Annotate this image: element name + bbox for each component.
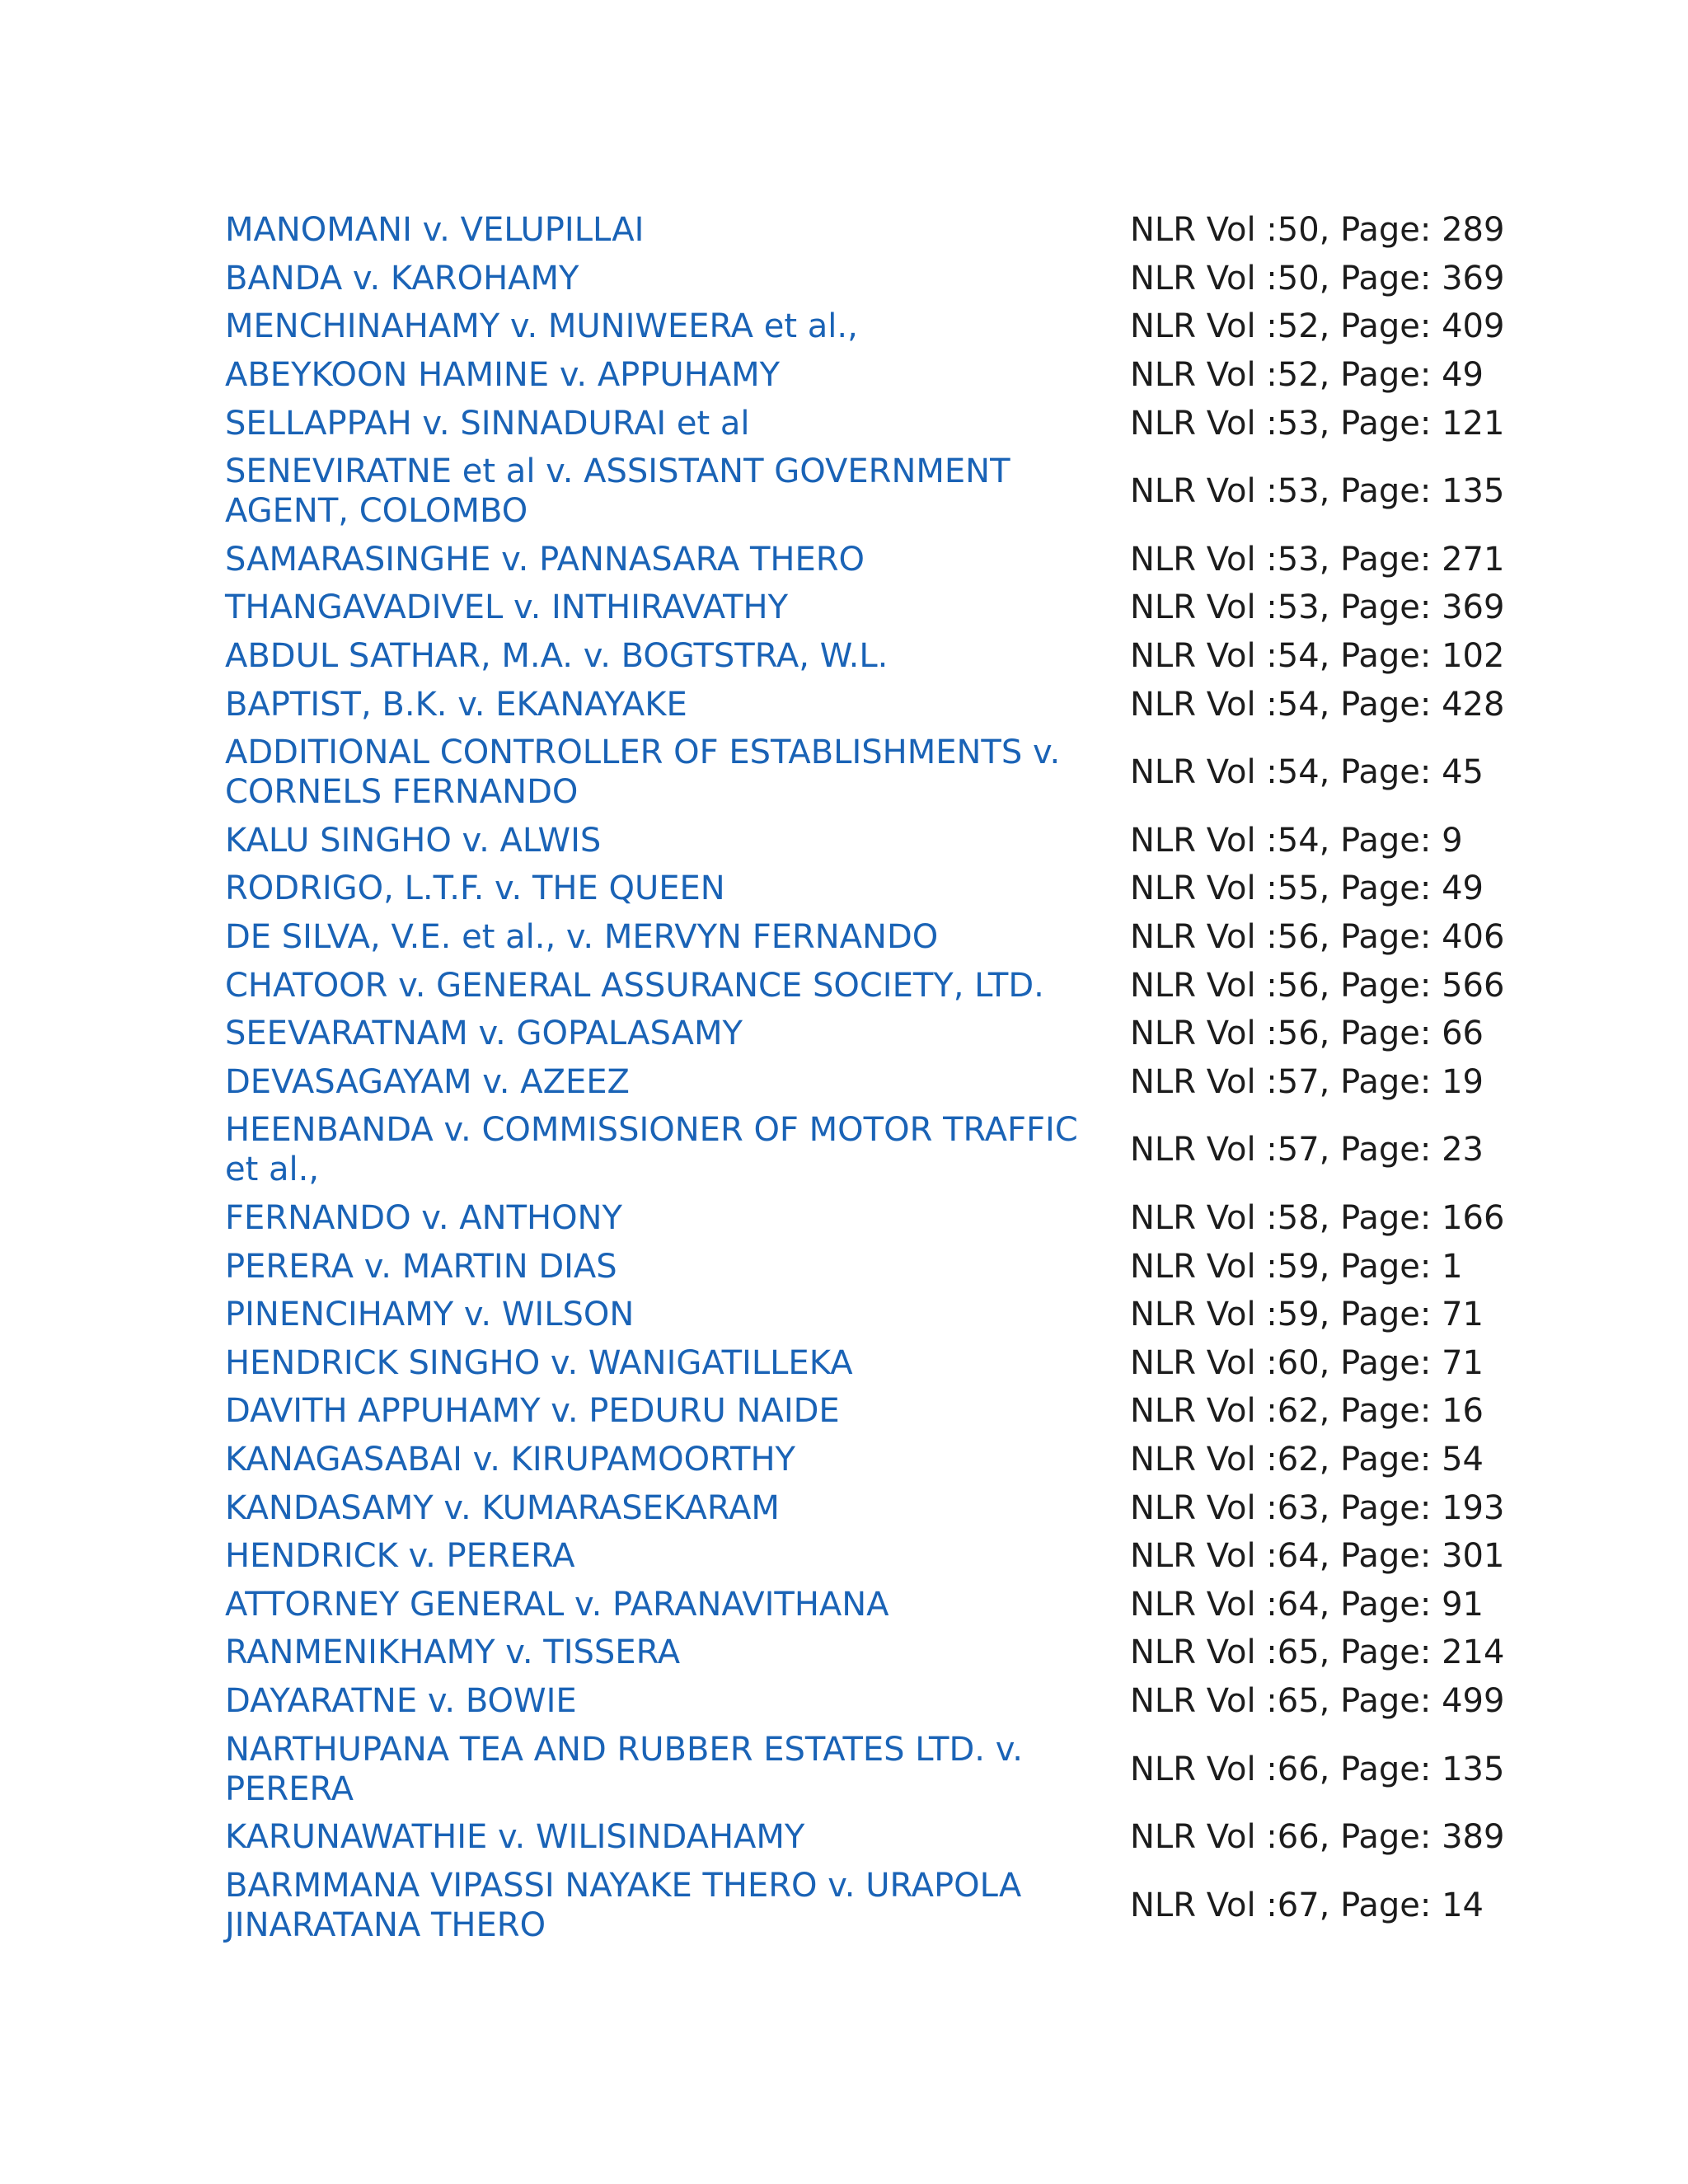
case-title-link[interactable]: RANMENIKHAMY v. TISSERA (225, 1633, 681, 1672)
case-row (225, 913, 1544, 962)
case-title-link[interactable]: SAMARASINGHE v. PANNASARA THERO (225, 540, 865, 579)
case-row (225, 1580, 1544, 1629)
case-title-link[interactable]: RODRIGO, L.T.F. v. THE QUEEN (225, 869, 725, 908)
case-citation: NLR Vol :59, Page: 71 (1130, 1296, 1484, 1334)
case-citation: NLR Vol :56, Page: 406 (1130, 918, 1505, 957)
case-title-link[interactable]: BARMMANA VIPASSI NAYAKE THERO v. URAPOLA JINARATANA THERO (225, 1866, 1022, 1944)
case-citation: NLR Vol :57, Page: 23 (1130, 1131, 1484, 1169)
case-citation: NLR Vol :55, Page: 49 (1130, 869, 1484, 908)
case-title-link[interactable]: ABEYKOON HAMINE v. APPUHAMY (225, 356, 781, 395)
case-title-link[interactable]: ADDITIONAL CONTROLLER OF ESTABLISHMENTS v. CORNELS FERNANDO (225, 733, 1061, 812)
case-title-link[interactable]: THANGAVADIVEL v. INTHIRAVATHY (225, 588, 789, 627)
case-row (225, 1194, 1544, 1243)
case-citation: NLR Vol :53, Page: 369 (1130, 588, 1505, 627)
case-title-link[interactable]: NARTHUPANA TEA AND RUBBER ESTATES LTD. v. PERERA (225, 1730, 1023, 1808)
case-row (225, 1106, 1544, 1194)
case-citation: NLR Vol :63, Page: 193 (1130, 1488, 1505, 1527)
case-citation: NLR Vol :66, Page: 389 (1130, 1818, 1505, 1857)
case-citation: NLR Vol :56, Page: 566 (1130, 966, 1505, 1005)
case-citation: NLR Vol :65, Page: 499 (1130, 1681, 1505, 1720)
case-row (225, 1010, 1544, 1058)
case-row (225, 448, 1544, 536)
case-citation: NLR Vol :57, Page: 19 (1130, 1062, 1484, 1101)
case-row (225, 1387, 1544, 1436)
case-title-link[interactable]: HEENBANDA v. COMMISSIONER OF MOTOR TRAFFIC et al., (225, 1111, 1078, 1189)
case-title-link[interactable]: DAYARATNE v. BOWIE (225, 1681, 577, 1720)
case-row (225, 1436, 1544, 1484)
case-citation: NLR Vol :53, Page: 121 (1130, 404, 1505, 443)
case-row (225, 1725, 1544, 1813)
case-citation: NLR Vol :67, Page: 14 (1130, 1886, 1484, 1924)
case-citation: NLR Vol :66, Page: 135 (1130, 1750, 1505, 1788)
case-citation: NLR Vol :62, Page: 54 (1130, 1440, 1484, 1479)
case-title-link[interactable]: DEVASAGAYAM v. AZEEZ (225, 1062, 630, 1101)
case-row (225, 680, 1544, 729)
case-citation: NLR Vol :52, Page: 409 (1130, 307, 1505, 346)
case-title-link[interactable]: PERERA v. MARTIN DIAS (225, 1247, 617, 1286)
case-row (225, 1813, 1544, 1862)
case-citation: NLR Vol :50, Page: 369 (1130, 259, 1505, 298)
case-row (225, 1058, 1544, 1107)
case-row (225, 1677, 1544, 1726)
case-title-link[interactable]: KANAGASABAI v. KIRUPAMOORTHY (225, 1440, 795, 1479)
case-citation: NLR Vol :62, Page: 16 (1130, 1392, 1484, 1431)
case-title-link[interactable]: ABDUL SATHAR, M.A. v. BOGTSTRA, W.L. (225, 637, 889, 676)
case-title-link[interactable]: KARUNAWATHIE v. WILISINDAHAMY (225, 1818, 805, 1857)
case-row (225, 1291, 1544, 1339)
case-citation: NLR Vol :65, Page: 214 (1130, 1633, 1505, 1672)
case-row (225, 1242, 1544, 1291)
case-citation: NLR Vol :52, Page: 49 (1130, 356, 1484, 395)
case-title-link[interactable]: FERNANDO v. ANTHONY (225, 1198, 622, 1237)
case-citation: NLR Vol :60, Page: 71 (1130, 1343, 1484, 1382)
case-citation: NLR Vol :54, Page: 9 (1130, 821, 1463, 860)
case-title-link[interactable]: ATTORNEY GENERAL v. PARANAVITHANA (225, 1585, 889, 1624)
case-row (225, 1861, 1544, 1949)
case-citation: NLR Vol :53, Page: 271 (1130, 540, 1505, 579)
case-citation: NLR Vol :56, Page: 66 (1130, 1015, 1484, 1053)
case-row (225, 1338, 1544, 1387)
case-title-link[interactable]: MANOMANI v. VELUPILLAI (225, 211, 645, 250)
case-row (225, 536, 1544, 584)
case-row (225, 865, 1544, 913)
case-title-link[interactable]: KALU SINGHO v. ALWIS (225, 821, 602, 860)
case-row (225, 583, 1544, 632)
case-index-list (225, 206, 1544, 1949)
case-citation: NLR Vol :53, Page: 135 (1130, 472, 1505, 511)
case-title-link[interactable]: SELLAPPAH v. SINNADURAI et al (225, 404, 750, 443)
case-row (225, 1629, 1544, 1677)
case-citation: NLR Vol :64, Page: 91 (1130, 1585, 1484, 1624)
case-title-link[interactable]: SENEVIRATNE et al v. ASSISTANT GOVERNMENT AGENT, COLOMBO (225, 452, 1010, 531)
case-citation: NLR Vol :54, Page: 428 (1130, 685, 1505, 724)
case-row (225, 255, 1544, 303)
case-citation: NLR Vol :54, Page: 102 (1130, 637, 1505, 676)
case-title-link[interactable]: CHATOOR v. GENERAL ASSURANCE SOCIETY, LTD. (225, 966, 1044, 1005)
case-row (225, 632, 1544, 681)
case-row (225, 729, 1544, 817)
case-row (225, 206, 1544, 255)
case-citation: NLR Vol :59, Page: 1 (1130, 1247, 1463, 1286)
case-title-link[interactable]: HENDRICK v. PERERA (225, 1537, 575, 1576)
case-citation: NLR Vol :64, Page: 301 (1130, 1537, 1505, 1576)
case-title-link[interactable]: MENCHINAHAMY v. MUNIWEERA et al., (225, 307, 858, 346)
case-citation: NLR Vol :54, Page: 45 (1130, 753, 1484, 792)
case-row (225, 961, 1544, 1010)
case-row (225, 351, 1544, 400)
case-title-link[interactable]: DAVITH APPUHAMY v. PEDURU NAIDE (225, 1392, 840, 1431)
case-row (225, 302, 1544, 351)
case-citation: NLR Vol :50, Page: 289 (1130, 211, 1505, 250)
case-row (225, 1483, 1544, 1532)
case-row (225, 399, 1544, 448)
case-title-link[interactable]: DE SILVA, V.E. et al., v. MERVYN FERNANDO (225, 918, 939, 957)
case-row (225, 1532, 1544, 1581)
case-title-link[interactable]: HENDRICK SINGHO v. WANIGATILLEKA (225, 1343, 853, 1382)
case-title-link[interactable]: KANDASAMY v. KUMARASEKARAM (225, 1488, 780, 1527)
case-title-link[interactable]: PINENCIHAMY v. WILSON (225, 1296, 635, 1334)
case-row (225, 817, 1544, 865)
case-title-link[interactable]: BAPTIST, B.K. v. EKANAYAKE (225, 685, 687, 724)
case-title-link[interactable]: SEEVARATNAM v. GOPALASAMY (225, 1015, 743, 1053)
case-citation: NLR Vol :58, Page: 166 (1130, 1198, 1505, 1237)
case-title-link[interactable]: BANDA v. KAROHAMY (225, 259, 579, 298)
